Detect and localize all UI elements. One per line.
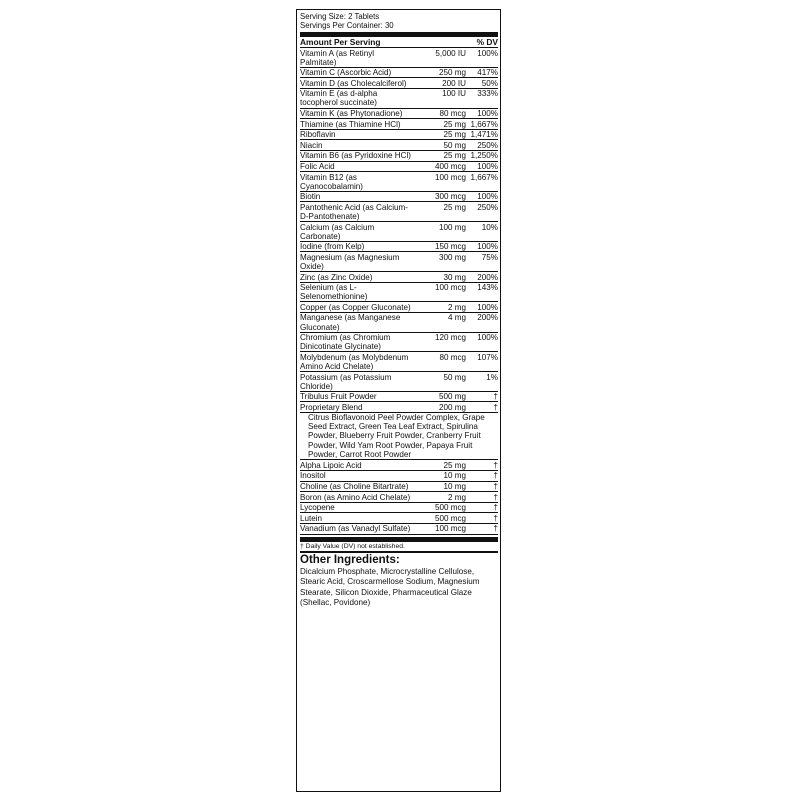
nutrient-name: Vitamin B12 (as Cyanocobalamin) bbox=[300, 172, 363, 191]
nutrient-name: Riboflavin bbox=[300, 130, 336, 140]
other-nutrient-table bbox=[300, 460, 498, 534]
nutrient-amount: 300 mg bbox=[439, 252, 466, 262]
supplement-facts-panel bbox=[296, 9, 501, 792]
serving-size: Serving Size: 2 Tablets bbox=[300, 12, 380, 21]
table-row bbox=[300, 471, 498, 482]
nutrient-dv: 417% bbox=[477, 68, 498, 78]
nutrient-amount: 300 mcg bbox=[434, 192, 466, 202]
nutrient-amount: 200 IU bbox=[442, 78, 466, 88]
nutrient-dv: 100% bbox=[477, 192, 498, 202]
nutrient-amount: 500 mcg bbox=[434, 503, 466, 513]
nutrient-amount: 250 mg bbox=[439, 68, 466, 78]
nutrient-table bbox=[300, 48, 498, 413]
table-row bbox=[300, 252, 498, 272]
nutrient-dv: 1% bbox=[486, 372, 498, 382]
nutrient-dv: 143% bbox=[477, 283, 498, 293]
nutrient-dv: † bbox=[493, 513, 498, 523]
nutrient-amount: 30 mg bbox=[443, 272, 466, 282]
table-row bbox=[300, 333, 498, 353]
nutrient-amount: 100 IU bbox=[442, 89, 466, 99]
column-header bbox=[300, 37, 498, 48]
nutrient-amount: 2 mg bbox=[448, 302, 466, 312]
other-ingredients-text: Dicalcium Phosphate, Microcrystalline Cellulose, Stearic Acid, Croscarmellose Sodium, Magnesium Stearate, Silicon Dioxide, Pharmaceutical Glaze (Shellac, Povidone) bbox=[300, 566, 480, 608]
nutrient-amount: 25 mg bbox=[443, 119, 466, 129]
nutrient-dv: † bbox=[493, 402, 498, 412]
nutrient-amount: 100 mg bbox=[439, 222, 466, 232]
nutrient-dv: † bbox=[493, 524, 498, 534]
table-row bbox=[300, 524, 498, 535]
nutrient-amount: 100 mcg bbox=[434, 283, 466, 293]
nutrient-amount: 25 mg bbox=[443, 460, 466, 470]
nutrient-dv: 1,250% bbox=[470, 151, 498, 161]
nutrient-amount: 25 mg bbox=[443, 151, 466, 161]
nutrient-dv: 100% bbox=[477, 333, 498, 343]
nutrient-name: Potassium (as Potassium Chloride) bbox=[300, 372, 392, 391]
nutrient-dv: † bbox=[493, 492, 498, 502]
table-row bbox=[300, 242, 498, 253]
nutrient-name: Selenium (as L-Selenomethionine) bbox=[300, 283, 368, 302]
nutrient-name: Vitamin K (as Phytonadione) bbox=[300, 109, 403, 119]
nutrient-amount: 80 mcg bbox=[439, 352, 466, 362]
table-row bbox=[300, 272, 498, 283]
nutrient-name: Vitamin B6 (as Pyridoxine HCl) bbox=[300, 151, 411, 161]
nutrient-amount: 500 mcg bbox=[434, 513, 466, 523]
nutrient-name: Tribulus Fruit Powder bbox=[300, 392, 377, 402]
table-row bbox=[300, 130, 498, 141]
nutrient-amount: 100 mcg bbox=[434, 172, 466, 182]
table-row bbox=[300, 313, 498, 333]
nutrient-name: Pantothenic Acid (as Calcium-D-Pantothenate) bbox=[300, 202, 408, 221]
nutrient-dv: 100% bbox=[477, 162, 498, 172]
nutrient-name: Biotin bbox=[300, 192, 321, 202]
nutrient-name: Alpha Lipoic Acid bbox=[300, 460, 362, 470]
nutrient-amount: 10 mg bbox=[443, 471, 466, 481]
nutrient-name: Thiamine (as Thiamine HCl) bbox=[300, 119, 401, 129]
nutrient-name: Boron (as Amino Acid Chelate) bbox=[300, 492, 411, 502]
nutrient-name: Iodine (from Kelp) bbox=[300, 242, 365, 252]
table-row bbox=[300, 109, 498, 120]
nutrient-dv: 75% bbox=[481, 252, 498, 262]
table-row bbox=[300, 89, 498, 109]
table-row bbox=[300, 151, 498, 162]
nutrient-name: Manganese (as Manganese Gluconate) bbox=[300, 313, 401, 332]
nutrient-amount: 2 mg bbox=[448, 492, 466, 502]
nutrient-name: Lycopene bbox=[300, 503, 335, 513]
nutrient-dv: 333% bbox=[477, 89, 498, 99]
nutrient-name: Vitamin A (as Retinyl Palmitate) bbox=[300, 48, 375, 67]
table-row bbox=[300, 402, 498, 413]
table-row bbox=[300, 302, 498, 313]
table-row bbox=[300, 222, 498, 242]
table-row bbox=[300, 503, 498, 514]
nutrient-dv: † bbox=[493, 392, 498, 402]
nutrient-name: Calcium (as Calcium Carbonate) bbox=[300, 222, 375, 241]
nutrient-amount: 500 mg bbox=[439, 392, 466, 402]
nutrient-name: Niacin bbox=[300, 140, 323, 150]
nutrient-dv: 50% bbox=[481, 78, 498, 88]
table-row bbox=[300, 78, 498, 89]
table-row bbox=[300, 352, 498, 372]
nutrient-dv: 200% bbox=[477, 313, 498, 323]
table-row bbox=[300, 283, 498, 303]
nutrient-dv: † bbox=[493, 503, 498, 513]
nutrient-name: Magnesium (as Magnesium Oxide) bbox=[300, 252, 400, 271]
table-row bbox=[300, 119, 498, 130]
dv-header: % DV bbox=[476, 37, 498, 47]
nutrient-name: Vanadium (as Vanadyl Sulfate) bbox=[300, 524, 411, 534]
nutrient-name: Copper (as Copper Gluconate) bbox=[300, 302, 411, 312]
nutrient-dv: 250% bbox=[477, 202, 498, 212]
nutrient-name: Chromium (as Chromium Dinicotinate Glycinate) bbox=[300, 333, 391, 352]
nutrient-amount: 400 mcg bbox=[434, 162, 466, 172]
table-row bbox=[300, 140, 498, 151]
nutrient-amount: 4 mg bbox=[448, 313, 466, 323]
table-row bbox=[300, 392, 498, 403]
nutrient-name: Vitamin D (as Cholecalciferol) bbox=[300, 78, 407, 88]
nutrient-dv: 10% bbox=[481, 222, 498, 232]
nutrient-dv: 1,667% bbox=[470, 172, 498, 182]
nutrient-amount: 10 mg bbox=[443, 482, 466, 492]
nutrient-name: Vitamin E (as d-alpha tocopherol succinate) bbox=[300, 89, 378, 108]
nutrient-amount: 25 mg bbox=[443, 130, 466, 140]
nutrient-amount: 50 mg bbox=[443, 372, 466, 382]
table-row bbox=[300, 372, 498, 392]
nutrient-name: Choline (as Choline Bitartrate) bbox=[300, 482, 409, 492]
nutrient-amount: 5,000 IU bbox=[435, 48, 466, 58]
nutrient-dv: 200% bbox=[477, 272, 498, 282]
nutrient-name: Proprietary Blend bbox=[300, 402, 363, 412]
nutrient-name: Zinc (as Zinc Oxide) bbox=[300, 272, 373, 282]
nutrient-dv: 1,667% bbox=[470, 119, 498, 129]
nutrient-amount: 120 mcg bbox=[434, 333, 466, 343]
nutrient-amount: 200 mg bbox=[439, 402, 466, 412]
nutrient-amount: 100 mcg bbox=[434, 524, 466, 534]
nutrient-name: Lutein bbox=[300, 513, 323, 523]
proprietary-blend-ingredients: Citrus Bioflavonoid Peel Powder Complex, Grape Seed Extract, Green Tea Leaf Extract, Spirulina Powder, Blueberry Fruit Powder, Cranberry Fruit Powder, Wild Yam Root Powder, Papaya Fruit Powder, Carrot Root Powder bbox=[300, 413, 498, 460]
footnote-divider bbox=[300, 551, 498, 553]
nutrient-amount: 150 mcg bbox=[434, 242, 466, 252]
nutrient-dv: † bbox=[493, 460, 498, 470]
nutrient-name: Molybdenum (as Molybdenum Amino Acid Chelate) bbox=[300, 352, 409, 371]
table-row bbox=[300, 460, 498, 471]
nutrient-dv: † bbox=[493, 482, 498, 492]
nutrient-dv: 100% bbox=[477, 242, 498, 252]
table-row bbox=[300, 482, 498, 493]
nutrient-dv: 100% bbox=[477, 302, 498, 312]
table-row bbox=[300, 492, 498, 503]
nutrient-dv: 107% bbox=[477, 352, 498, 362]
table-row bbox=[300, 162, 498, 173]
other-ingredients-title: Other Ingredients: bbox=[300, 553, 400, 566]
table-row bbox=[300, 48, 498, 68]
nutrient-dv: 100% bbox=[477, 48, 498, 58]
nutrient-dv: 250% bbox=[477, 140, 498, 150]
table-row bbox=[300, 172, 498, 192]
nutrient-dv: † bbox=[493, 471, 498, 481]
nutrient-amount: 80 mcg bbox=[439, 109, 466, 119]
table-row bbox=[300, 192, 498, 203]
nutrient-name: Vitamin C (Ascorbic Acid) bbox=[300, 68, 392, 78]
footnote: † Daily Value (DV) not established. bbox=[300, 542, 405, 550]
amount-header: Amount Per Serving bbox=[300, 37, 381, 47]
table-row bbox=[300, 202, 498, 222]
nutrient-name: Folic Acid bbox=[300, 162, 335, 172]
nutrient-dv: 100% bbox=[477, 109, 498, 119]
nutrient-dv: 1,471% bbox=[470, 130, 498, 140]
nutrient-name: Inositol bbox=[300, 471, 326, 481]
nutrient-amount: 50 mg bbox=[443, 140, 466, 150]
table-row bbox=[300, 513, 498, 524]
servings-per-container: Servings Per Container: 30 bbox=[300, 21, 394, 30]
table-row bbox=[300, 68, 498, 79]
nutrient-amount: 25 mg bbox=[443, 202, 466, 212]
